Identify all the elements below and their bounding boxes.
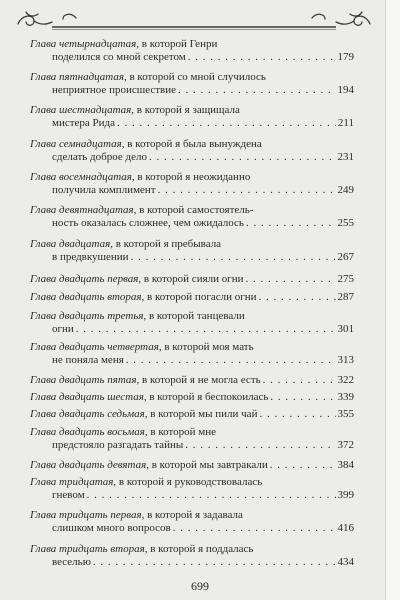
chapter-title: Глава тридцать первая <box>30 509 142 521</box>
chapter-description-cont: веселью <box>52 556 91 568</box>
toc-entry-23[interactable] <box>30 310 354 336</box>
chapter-title: Глава двадцать вторая <box>30 291 142 303</box>
chapter-title: Глава тридцать вторая <box>30 543 145 555</box>
chapter-description: , в которой сияли огни <box>138 273 244 285</box>
toc-entry-25[interactable] <box>30 374 354 387</box>
chapter-description-cont: слишком много вопросов <box>52 522 171 534</box>
chapter-description: , в которой я руководствовалась <box>113 476 263 488</box>
chapter-description: , в которой самостоятель- <box>133 204 254 216</box>
chapter-description: , в которой моя мать <box>158 341 254 353</box>
page-number: 267 <box>337 251 354 263</box>
chapter-description-cont: предстояло разгадать тайны <box>52 439 184 451</box>
chapter-title: Глава двадцать четвертая <box>30 341 159 353</box>
page-number: 231 <box>337 151 354 163</box>
page-number: 249 <box>337 184 354 196</box>
chapter-description: , в которой мы пили чай <box>144 408 258 420</box>
page-number: 211 <box>337 117 354 129</box>
page-number: 372 <box>337 439 354 451</box>
chapter-description-cont: мистера Рида <box>52 117 116 129</box>
page-number: 301 <box>337 323 354 335</box>
chapter-title: Глава пятнадцатая <box>30 71 124 83</box>
chapter-title: Глава двадцатая <box>30 238 111 250</box>
page-number: 322 <box>337 374 354 386</box>
chapter-title: Глава двадцать третья <box>30 310 144 322</box>
page-number: 275 <box>337 273 354 285</box>
chapter-title: Глава двадцать восьмая <box>30 426 145 438</box>
chapter-description-cont: гневом <box>52 489 85 501</box>
toc-entry-17[interactable] <box>30 138 354 164</box>
chapter-description-cont: ность оказалась сложнее, чем ожидалось <box>52 217 244 229</box>
chapter-description-cont: не поняла меня <box>52 354 124 366</box>
chapter-description-cont: огни <box>52 323 74 335</box>
chapter-description-cont: сделать доброе дело <box>52 151 147 163</box>
chapter-description-cont: в предвкушении <box>52 251 129 263</box>
page-number: 416 <box>337 522 354 534</box>
ornament-divider <box>12 8 376 32</box>
chapter-description: , в которой я неожиданно <box>131 171 251 183</box>
chapter-description: , в которой я поддалась <box>144 543 254 555</box>
toc-entry-32[interactable] <box>30 543 354 569</box>
toc-entry-30[interactable] <box>30 476 354 502</box>
page-number: 355 <box>337 408 354 420</box>
page-number: 194 <box>337 84 354 96</box>
page-number: 434 <box>337 556 354 568</box>
chapter-description: , в которой мне <box>144 426 216 438</box>
toc-entry-26[interactable] <box>30 391 354 404</box>
chapter-title: Глава двадцать пятая <box>30 374 137 386</box>
chapter-description: , в которой я не могла есть <box>136 374 261 386</box>
chapter-title: Глава шестнадцатая <box>30 104 132 116</box>
toc-entry-15[interactable] <box>30 71 354 97</box>
chapter-title: Глава семнадцатая <box>30 138 122 150</box>
chapter-description: , в которой я беспокоилась <box>143 391 269 403</box>
chapter-description: , в которой погасли огни <box>141 291 257 303</box>
page-number: 287 <box>337 291 354 303</box>
page-number: 255 <box>337 217 354 229</box>
page-number: 179 <box>337 51 354 63</box>
page-number: 339 <box>337 391 354 403</box>
chapter-description: , в которой со мной случилось <box>123 71 266 83</box>
toc-entry-21[interactable] <box>30 273 354 286</box>
toc-entry-19[interactable] <box>30 204 354 230</box>
chapter-description: , в которой я задавала <box>141 509 243 521</box>
chapter-description: , в которой я была вынуждена <box>121 138 262 150</box>
page-number: 313 <box>337 354 354 366</box>
toc-entry-29[interactable] <box>30 459 354 472</box>
toc-entry-20[interactable] <box>30 238 354 264</box>
chapter-title: Глава двадцать шестая <box>30 391 144 403</box>
chapter-title: Глава четырнадцатая <box>30 38 137 50</box>
chapter-title: Глава тридцатая <box>30 476 114 488</box>
folio-page-number: 699 <box>191 579 209 593</box>
chapter-description-cont: неприятное происшествие <box>52 84 176 96</box>
toc-entry-28[interactable] <box>30 426 354 452</box>
chapter-description-cont: получила комплимент <box>52 184 156 196</box>
chapter-title: Глава двадцать девятая <box>30 459 147 471</box>
page-number: 399 <box>337 489 354 501</box>
chapter-description: , в которой я защищала <box>131 104 240 116</box>
toc-entry-14[interactable] <box>30 38 354 64</box>
chapter-description: , в которой Генри <box>136 38 218 50</box>
chapter-description: , в которой танцевали <box>143 310 245 322</box>
chapter-description: , в которой я пребывала <box>110 238 222 250</box>
toc-entry-16[interactable] <box>30 104 354 130</box>
page-spine <box>385 0 400 600</box>
toc-entry-31[interactable] <box>30 509 354 535</box>
toc-entry-24[interactable] <box>30 341 354 367</box>
page-number: 384 <box>337 459 354 471</box>
chapter-title: Глава девятнадцатая <box>30 204 134 216</box>
chapter-description: , в которой мы завтракали <box>146 459 268 471</box>
toc-entry-18[interactable] <box>30 171 354 197</box>
toc-entry-22[interactable] <box>30 291 354 304</box>
chapter-title: Глава двадцать первая <box>30 273 139 285</box>
toc-entry-27[interactable] <box>30 408 354 421</box>
chapter-title: Глава двадцать седьмая <box>30 408 145 420</box>
chapter-description-cont: поделился со мной секретом <box>52 51 186 63</box>
chapter-title: Глава восемнадцатая <box>30 171 132 183</box>
